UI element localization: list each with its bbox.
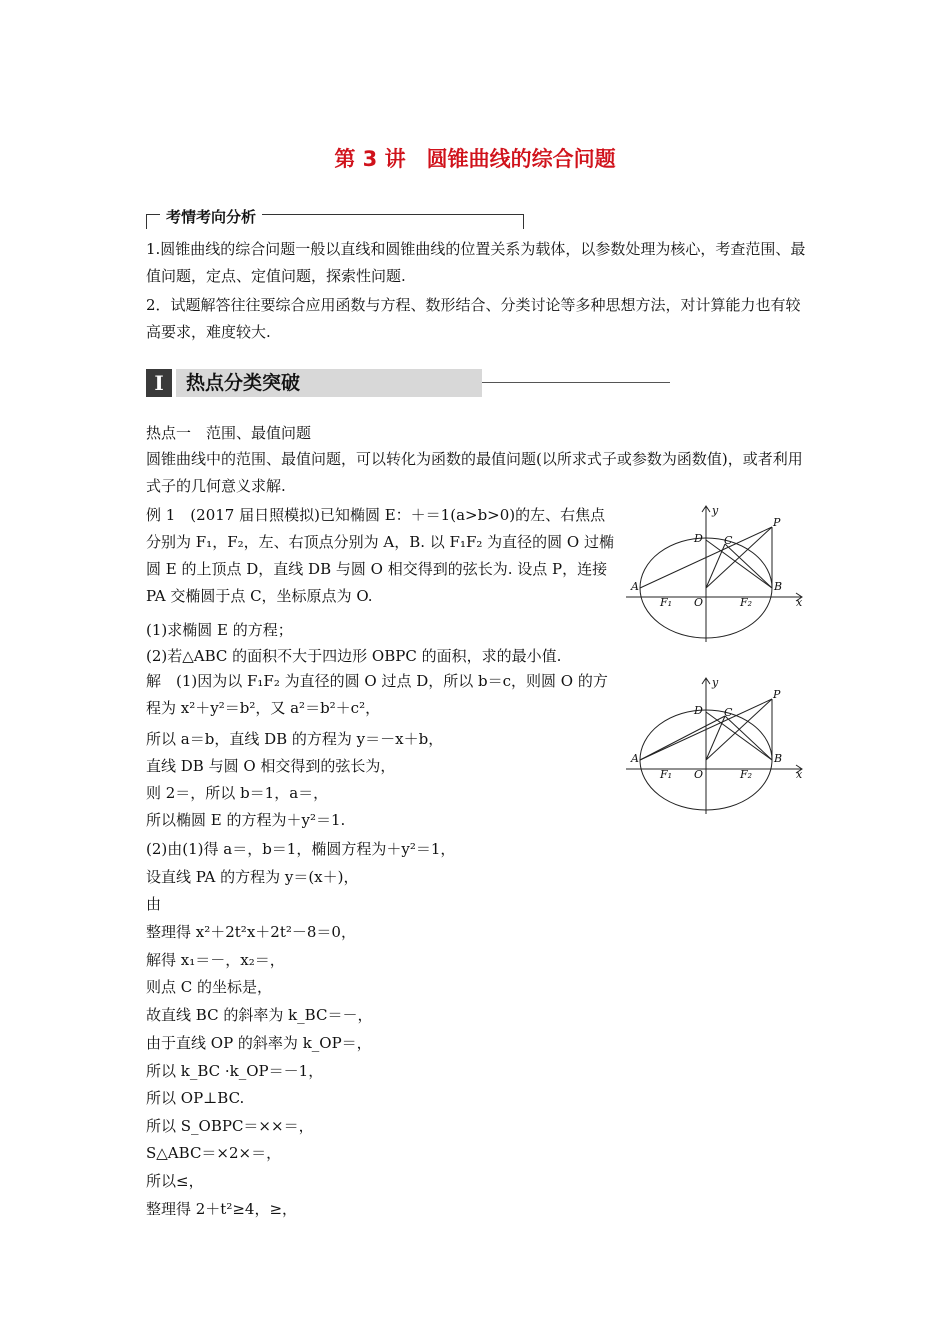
label-o: O [694, 768, 704, 781]
label-f1: F₁ [660, 596, 673, 609]
line-ac [640, 716, 725, 760]
solution-line: 所以 OP⊥BC. [146, 1089, 245, 1107]
solution-line: 所以 k_BC ·k_OP＝－1， [146, 1062, 324, 1080]
solution-line: 所以 a＝b，直线 DB 的方程为 y＝－x＋b， [146, 730, 444, 748]
label-c: C [724, 706, 733, 719]
solution-line: 直线 DB 与圆 O 相交得到的弦长为， [146, 757, 396, 775]
hotspot-heading: 热点一 范围、最值问题 [146, 424, 312, 442]
label-x: x [796, 768, 803, 781]
solution-line: 则 2＝，所以 b＝1，a＝， [146, 784, 329, 802]
label-c: C [724, 534, 733, 547]
label-a: A [631, 752, 639, 765]
label-a: A [631, 580, 639, 593]
label-x: x [796, 596, 803, 609]
label-f1: F₁ [660, 768, 673, 781]
solution-line: 设直线 PA 的方程为 y＝(x＋)， [146, 868, 359, 886]
line-oc [706, 544, 725, 588]
section-numeral: I [146, 369, 172, 397]
section-rule [482, 382, 670, 383]
solution-line: 解得 x₁＝－，x₂＝， [146, 951, 285, 969]
solution-line: (2)由(1)得 a＝，b＝1，椭圆方程为＋y²＝1， [146, 840, 456, 858]
label-o: O [694, 596, 704, 609]
label-d: D [694, 532, 703, 545]
solution-part-1: 解 (1)因为以 F₁F₂ 为直径的圆 O 过点 D，所以 b＝c，则圆 O 的方程为 x²＋y²＝b²，又 a²＝b²＋c²， [146, 672, 608, 717]
solution-line: 由于直线 OP 的斜率为 k_OP＝， [146, 1034, 372, 1052]
label-b: B [774, 752, 783, 765]
label-y: y [712, 504, 719, 517]
section-header [146, 369, 526, 397]
solution-line: 所以 S_OBPC＝××＝， [146, 1117, 314, 1135]
example-stem: 例 1 (2017 届日照模拟)已知椭圆 E：＋＝1(a>b>0)的左、右焦点分别为 F₁，F₂，左、右顶点分别为 A，B. 以 F₁F₂ 为直径的圆 O 过椭圆 E 的上顶点 D，直线 DB 与圆 O 相交得到的弦长为. 设点 P，连接 PA 交椭圆于点 C，坐标原点为 O. [146, 506, 614, 605]
solution-line: 所以椭圆 E 的方程为＋y²＝1. [146, 811, 346, 829]
example-question-1: (1)求椭圆 E 的方程； [146, 621, 293, 639]
solution-line: 由 [146, 895, 162, 913]
solution-line: 则点 C 的坐标是， [146, 978, 273, 996]
label-p: P [773, 516, 781, 529]
label-f2: F₂ [740, 768, 753, 781]
label-p: P [773, 688, 781, 701]
analysis-header [146, 206, 524, 230]
label-d: D [694, 704, 703, 717]
hotspot-intro: 圆锥曲线中的范围、最值问题，可以转化为函数的最值问题(以所求式子或参数为函数值)，或者利用式子的几何意义求解. [146, 450, 803, 495]
analysis-point-2: 2．试题解答往往要综合应用函数与方程、数形结合、分类讨论等多种思想方法，对计算能力也有较高要求，难度较大. [146, 296, 801, 341]
analysis-point-1: 1.圆锥曲线的综合问题一般以直线和圆锥曲线的位置关系为载体，以参数处理为核心，考查范围、最值问题，定点、定值问题，探索性问题. [146, 240, 806, 285]
label-y: y [712, 676, 719, 689]
ellipse-figure-2 [622, 672, 812, 822]
label-f2: F₂ [740, 596, 753, 609]
solution-line: S△ABC＝×2×＝， [146, 1144, 282, 1162]
solution-line: 整理得 2＋t²≥4，≥， [146, 1200, 298, 1218]
line-oc [706, 716, 725, 760]
section-label: 热点分类突破 [186, 372, 301, 394]
solution-line: 整理得 x²＋2t²x＋2t²－8＝0， [146, 923, 356, 941]
ellipse-figure-1 [622, 500, 812, 650]
page-title: 第 3 讲 圆锥曲线的综合问题 [334, 147, 616, 171]
solution-line: 故直线 BC 的斜率为 k_BC＝－， [146, 1006, 373, 1024]
label-b: B [774, 580, 783, 593]
solution-line: 所以≤， [146, 1172, 204, 1190]
example-question-2: (2)若△ABC 的面积不大于四边形 OBPC 的面积，求的最小值. [146, 647, 562, 665]
analysis-label: 考情考向分析 [160, 206, 262, 227]
